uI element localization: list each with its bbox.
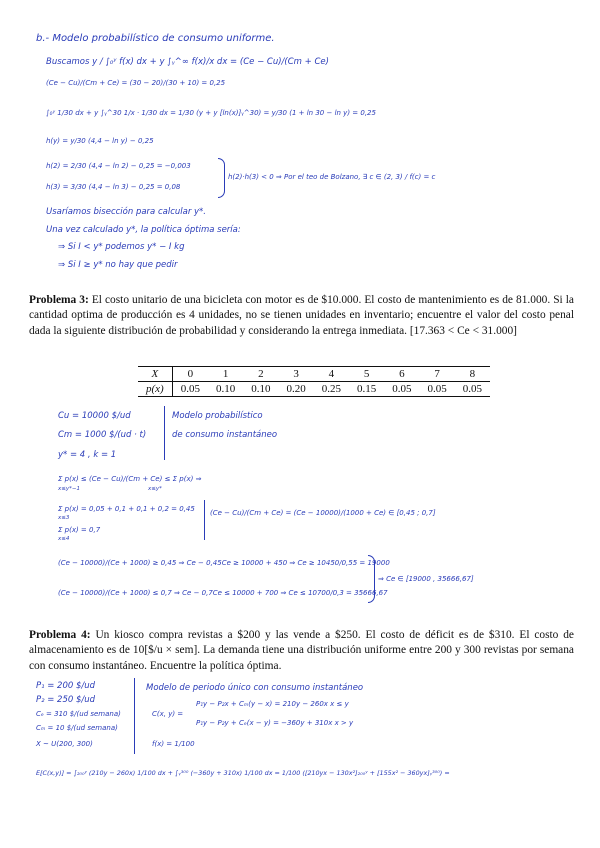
x-cell: 3 bbox=[278, 367, 313, 382]
brace bbox=[368, 555, 375, 603]
p4-f: f(x) = 1/100 bbox=[152, 740, 195, 748]
table-row-p bbox=[138, 382, 490, 397]
p3-frac: (Ce − Cu)/(Cm + Ce) = (Ce − 10000)/(1000 + Ce) ∈ [0,45 ; 0,7] bbox=[210, 509, 436, 517]
problem4-text: Un kiosco compra revistas a $200 y las vende a $250. El costo de déficit es de $310. El costo de almacenamiento es de 10[$/u × sem]. La demanda tiene una distribución uniforme entre 200 y 300 revistas por semana con consumo instantáneo. Encuentre la política óptima. bbox=[29, 629, 574, 672]
x-header: X bbox=[138, 367, 172, 382]
p3-sum2: Σ p(x) = 0,7 bbox=[58, 526, 101, 534]
p3-r2: (Ce − 10000)/(Ce + 1000) ≤ 0,7 ⇒ Ce − 0,7Ce ≤ 10000 + 700 ⇒ Ce ≤ 10700/0,3 = 35666,67 bbox=[58, 589, 388, 597]
p4-c1: P₁y − P₂x + Cₘ(y − x) = 210y − 260x x ≤ y bbox=[196, 700, 349, 708]
brace bbox=[218, 158, 225, 198]
p3-cu: Cu = 10000 $/ud bbox=[58, 411, 131, 421]
p3-result: ⇒ Ce ∈ [19000 , 35666,67] bbox=[378, 575, 474, 583]
p4-expectation: E[C(x,y)] = ∫₂₀₀ʸ (210y − 260x) 1/100 dx + ∫ᵧ³⁰⁰ (−360y + 310x) 1/100 dx = 1/100 ([210yx − 130x²]₂₀₀ʸ + [155x² − 360yx]ᵧ³⁰⁰) = bbox=[36, 769, 450, 777]
p4-p1: P₁ = 200 $/ud bbox=[36, 681, 96, 691]
p-cell: 0.15 bbox=[356, 383, 377, 395]
part-b-line8: Una vez calculado y*, la política óptima sería: bbox=[46, 225, 241, 235]
p-cell: 0.05 bbox=[180, 383, 200, 395]
p-cell: 0.10 bbox=[215, 383, 236, 395]
p4-model: Modelo de periodo único con consumo instantáneo bbox=[146, 683, 364, 693]
x-cell: 4 bbox=[314, 367, 349, 382]
x-cell: 8 bbox=[455, 367, 490, 382]
p-cell: 0.05 bbox=[392, 383, 412, 395]
p-cell: 0.05 bbox=[427, 383, 447, 395]
p3-sum1-sub: x≤3 bbox=[58, 515, 70, 521]
divider-line bbox=[134, 678, 135, 754]
p3-y: y* = 4 , k = 1 bbox=[58, 450, 117, 460]
part-b-line3: ∫₀ʸ 1/30 dx + y ∫ᵧ^30 1/x · 1/30 dx = 1/30 (y + y [ln(x)]ᵧ^30) = y/30 (1 + ln 30 − ln y) = 0,25 bbox=[46, 109, 376, 117]
part-b-line1: Buscamos y / ∫₀ʸ f(x) dx + y ∫ᵧ^∞ f(x)/x dx = (Ce − Cu)/(Cm + Ce) bbox=[46, 57, 329, 67]
part-b-line4: h(y) = y/30 (4,4 − ln y) − 0,25 bbox=[46, 137, 154, 145]
table-row-x bbox=[138, 367, 490, 382]
x-cell: 1 bbox=[208, 367, 243, 382]
problem4-statement bbox=[29, 628, 574, 674]
x-cell: 0 bbox=[172, 367, 208, 382]
divider-line bbox=[204, 500, 205, 540]
part-b-line5: h(2) = 2/30 (4,4 − ln 2) − 0,25 = −0,003 bbox=[46, 162, 191, 170]
p3-r1: (Ce − 10000)/(Ce + 1000) ≥ 0,45 ⇒ Ce − 0,45Ce ≥ 10000 + 450 ⇒ Ce ≥ 10450/0,55 = 19000 bbox=[58, 559, 390, 567]
p3-model2: de consumo instantáneo bbox=[172, 430, 278, 440]
p3-ineq-sub-left: x≤y*−1 bbox=[58, 486, 80, 492]
p3-ineq: Σ p(x) ≤ (Ce − Cu)/(Cm + Ce) ≤ Σ p(x) ⇒ bbox=[58, 475, 202, 483]
x-cell: 2 bbox=[243, 367, 278, 382]
x-cell: 5 bbox=[349, 367, 384, 382]
p3-cm: Cm = 1000 $/(ud · t) bbox=[58, 430, 147, 440]
p-cell: 0.05 bbox=[462, 383, 482, 395]
p3-sum2-sub: x≤4 bbox=[58, 536, 70, 542]
p4-cd: Cₑ = 310 $/(ud semana) bbox=[36, 710, 121, 718]
x-cell: 6 bbox=[384, 367, 419, 382]
p4-cm: Cₘ = 10 $/(ud semana) bbox=[36, 724, 118, 732]
p4-c2: P₁y − P₂y + Cₑ(x − y) = −360y + 310x x > y bbox=[196, 719, 354, 727]
problem4-label: Problema 4: bbox=[29, 629, 91, 641]
divider-line bbox=[164, 406, 165, 460]
part-b-conclusion: h(2)·h(3) < 0 ⇒ Por el teo de Bolzano, ∃ c ∈ (2, 3) / f(c) = c bbox=[228, 173, 436, 181]
p4-p2: P₂ = 250 $/ud bbox=[36, 695, 96, 705]
problem3-text: El costo unitario de una bicicleta con motor es de $10.000. El costo de mantenimiento es de 81.000. Si la cantidad optima de producción es 4 unidades, no se tienen unidades en inventario; encuentre el valor del costo penal dada la siguiente distribución de probabilidad y considerando la entrega inmediata. [17.363 < Ce < 31.000] bbox=[29, 294, 574, 337]
problem3-label: Problema 3: bbox=[29, 294, 89, 306]
p3-model1: Modelo probabilístico bbox=[172, 411, 263, 421]
part-b-line2: (Ce − Cu)/(Cm + Ce) = (30 − 20)/(30 + 10) = 0,25 bbox=[46, 79, 226, 87]
p3-ineq-sub-right: x≤y* bbox=[148, 486, 162, 492]
part-b-line7: Usaríamos bisección para calcular y*. bbox=[46, 207, 207, 217]
p-cell: 0.20 bbox=[286, 383, 306, 395]
p4-c-label: C(x, y) = bbox=[152, 710, 184, 718]
problem3-statement bbox=[29, 293, 574, 339]
part-b-line10: ⇒ Si I ≥ y* no hay que pedir bbox=[58, 260, 178, 270]
x-cell: 7 bbox=[419, 367, 454, 382]
p3-sum1: Σ p(x) = 0,05 + 0,1 + 0,1 + 0,2 = 0,45 bbox=[58, 505, 195, 513]
part-b-line9: ⇒ Si I < y* podemos y* − I kg bbox=[58, 242, 185, 252]
p-cell: 0.25 bbox=[321, 383, 341, 395]
probability-table bbox=[138, 366, 490, 397]
part-b-title: b.- Modelo probabilístico de consumo uniforme. bbox=[36, 33, 275, 44]
p4-x: X ~ U(200, 300) bbox=[36, 740, 93, 748]
p-cell: 0.10 bbox=[251, 383, 271, 395]
p-header: p(x) bbox=[138, 382, 172, 397]
part-b-line6: h(3) = 3/30 (4,4 − ln 3) − 0,25 = 0,08 bbox=[46, 183, 181, 191]
